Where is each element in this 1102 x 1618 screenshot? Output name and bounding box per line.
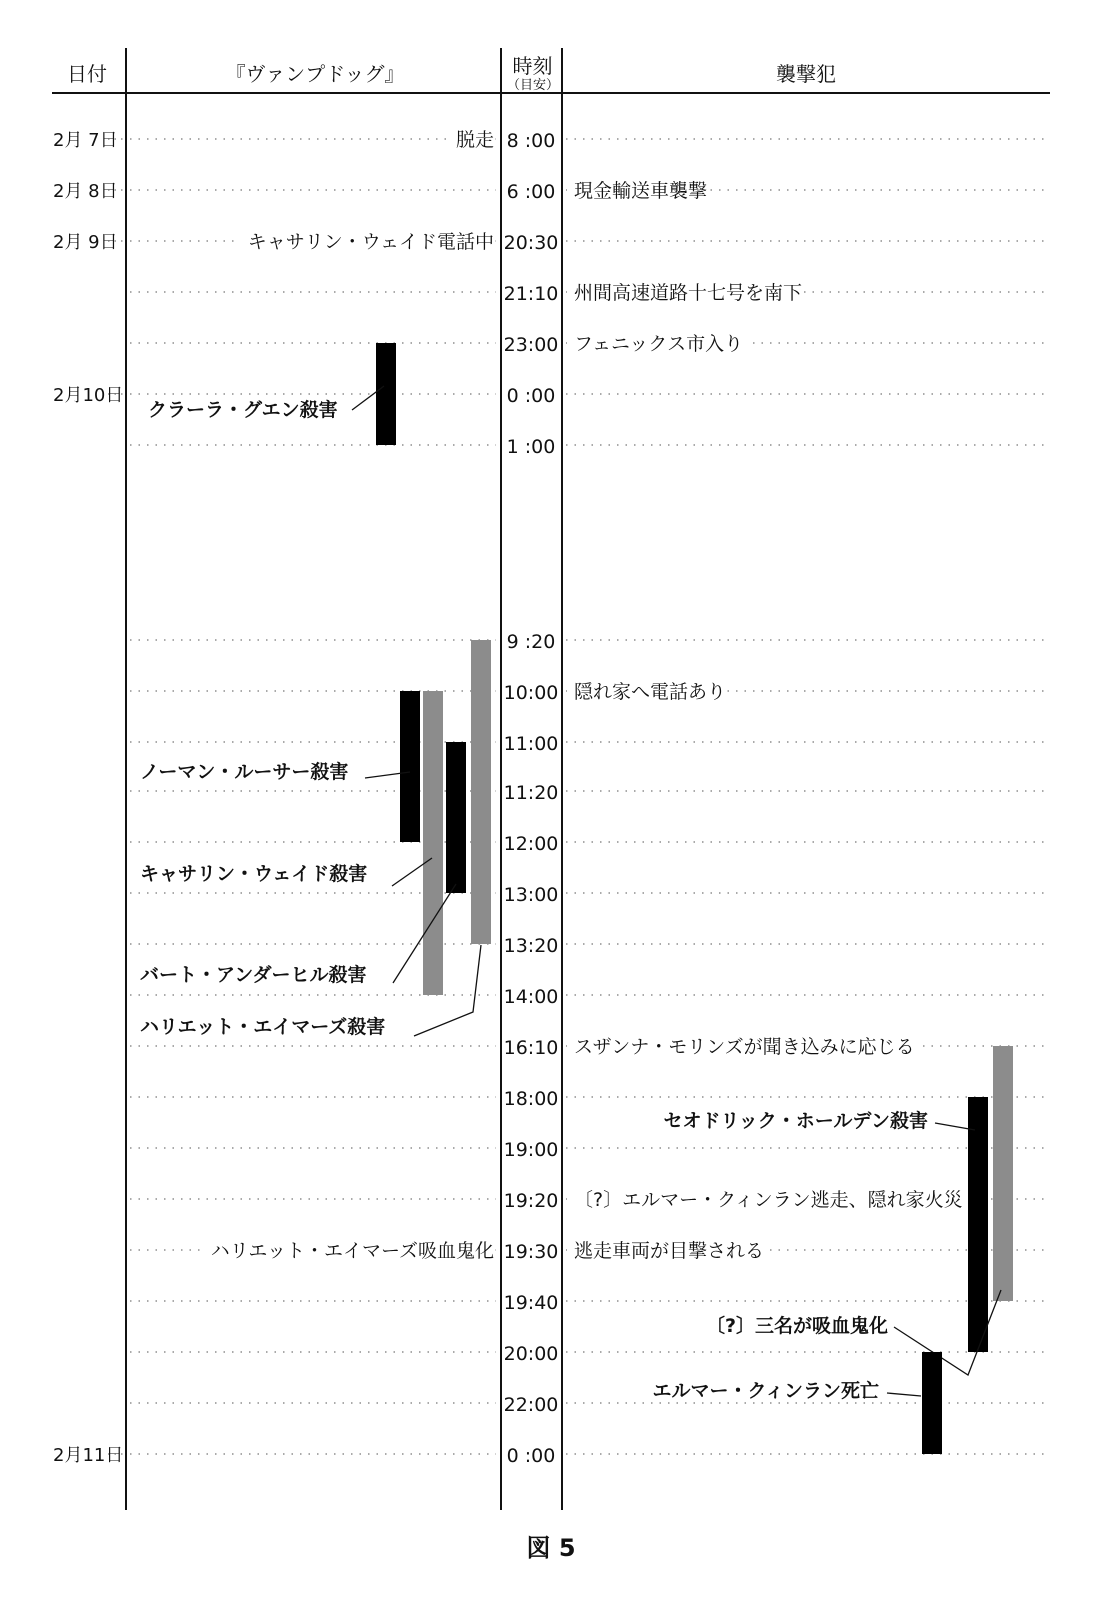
left-event-label: 脱走	[455, 129, 494, 151]
time-label: 16:10	[503, 1037, 559, 1059]
duration-bar	[423, 691, 443, 995]
date-label: 2月10日	[53, 385, 124, 406]
right-event-label: 隠れ家へ電話あり	[574, 681, 727, 703]
date-label: 2月 9日	[53, 232, 118, 253]
time-label: 20:30	[503, 232, 559, 254]
time-label: 0 :00	[506, 385, 556, 407]
duration-bar	[993, 1046, 1013, 1301]
right-event-label: スザンナ・モリンズが聞き込みに応じる	[574, 1036, 915, 1058]
time-label: 13:00	[503, 884, 559, 906]
time-label: 6 :00	[506, 181, 556, 203]
duration-bar	[922, 1352, 942, 1454]
leader-line	[887, 1393, 921, 1396]
bar-label: セオドリック・ホールデン殺害	[663, 1110, 928, 1132]
time-label: 8 :00	[506, 130, 556, 152]
left-event-label: ハリエット・エイマーズ吸血鬼化	[210, 1240, 494, 1262]
bar-label: バート・アンダーヒル殺害	[140, 964, 367, 986]
time-label: 10:00	[503, 682, 559, 704]
time-label: 11:20	[503, 782, 559, 804]
duration-bar	[400, 691, 420, 842]
date-label: 2月11日	[53, 1445, 124, 1466]
time-label: 19:40	[503, 1292, 559, 1314]
header-time: 時刻	[512, 54, 553, 78]
time-label: 1 :00	[506, 436, 556, 458]
duration-bar	[968, 1097, 988, 1352]
bar-label: ノーマン・ルーサー殺害	[140, 761, 349, 783]
header-time-sub: （目安）	[506, 78, 559, 93]
header-date: 日付	[67, 62, 107, 86]
header-attacker: 襲撃犯	[776, 62, 836, 86]
time-label: 13:20	[503, 935, 559, 957]
time-label: 19:20	[503, 1190, 559, 1212]
figure-caption: 図 5	[526, 1534, 576, 1562]
time-label: 22:00	[503, 1394, 559, 1416]
bar-label: クラーラ・グエン殺害	[148, 399, 338, 421]
header-vampdog: 『ヴァンプドッグ』	[225, 62, 405, 86]
time-label: 19:00	[503, 1139, 559, 1161]
date-label: 2月 7日	[53, 130, 118, 151]
bar-label: エルマー・クィンラン死亡	[652, 1380, 879, 1402]
time-label: 19:30	[503, 1241, 559, 1263]
right-event-label: 州間高速道路十七号を南下	[574, 282, 803, 304]
time-label: 18:00	[503, 1088, 559, 1110]
time-label: 20:00	[503, 1343, 559, 1365]
date-label: 2月 8日	[53, 181, 118, 202]
time-label: 0 :00	[506, 1445, 556, 1467]
left-event-label: キャサリン・ウェイド電話中	[247, 231, 494, 253]
time-label: 9 :20	[506, 631, 556, 653]
right-event-label: 逃走車両が目撃される	[574, 1240, 765, 1262]
duration-bar	[446, 742, 466, 893]
time-label: 11:00	[503, 733, 559, 755]
time-label: 21:10	[503, 283, 559, 305]
right-event-label: 〔?〕エルマー・クィンラン逃走、隠れ家火災	[574, 1189, 963, 1211]
bar-label: ハリエット・エイマーズ殺害	[140, 1016, 386, 1038]
bar-label: 〔?〕三名が吸血鬼化	[705, 1315, 888, 1337]
time-label: 12:00	[503, 833, 559, 855]
duration-bar	[376, 343, 396, 445]
right-event-label: 現金輸送車襲撃	[574, 180, 708, 202]
time-label: 14:00	[503, 986, 559, 1008]
bar-label: キャサリン・ウェイド殺害	[140, 863, 368, 885]
time-label: 23:00	[503, 334, 559, 356]
duration-bar	[471, 640, 491, 944]
right-event-label: フェニックス市入り	[574, 333, 744, 355]
